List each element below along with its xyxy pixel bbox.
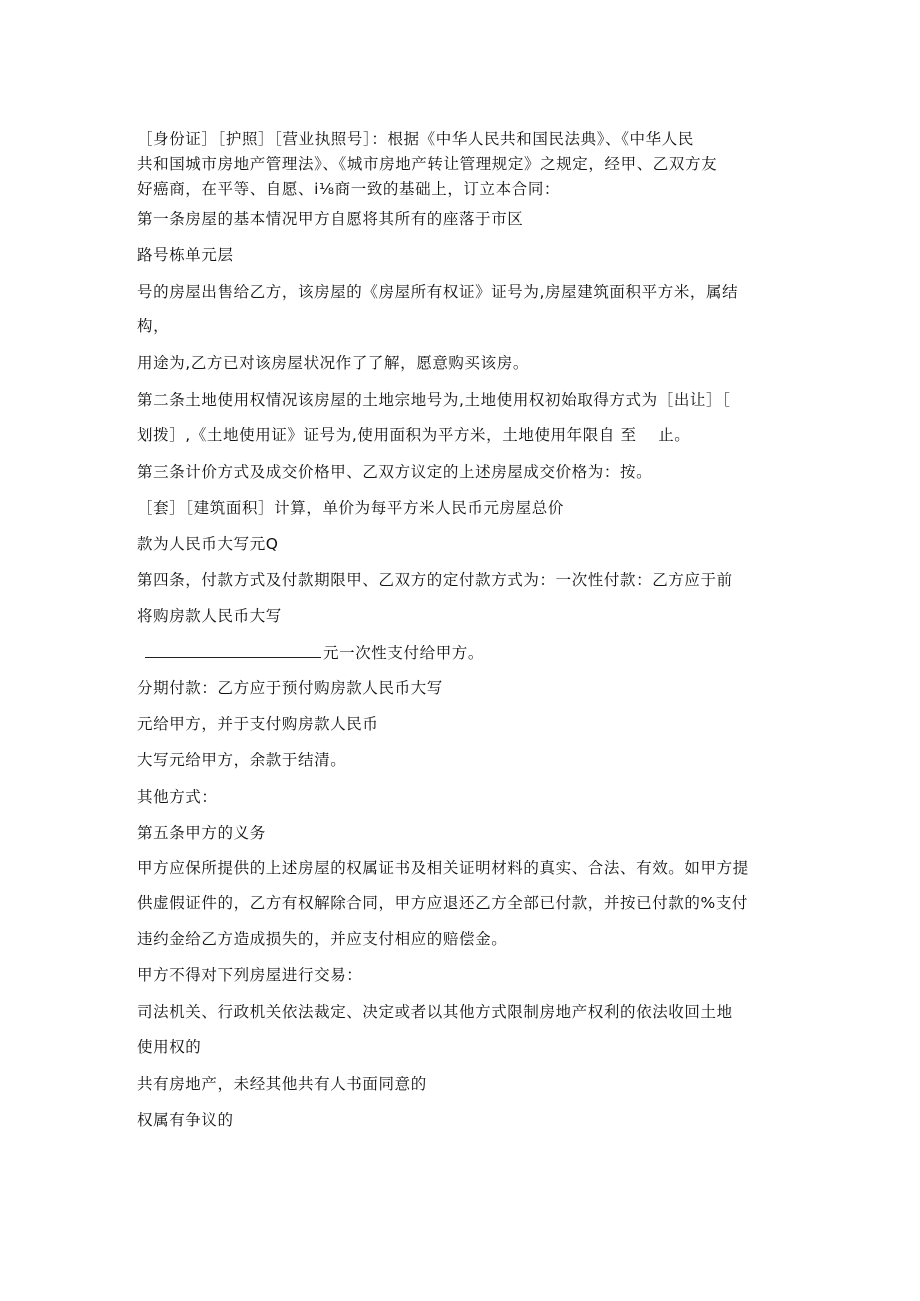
text-line: 好癌商，在平等、自愿、i⅛商一致的基础上，订立本合同： bbox=[137, 180, 561, 198]
text-line: 分期付款：乙方应于预付购房款人民币大写 bbox=[137, 679, 443, 697]
fill-blank-line bbox=[145, 641, 484, 664]
text-line: 路号栋单元层 bbox=[137, 246, 234, 264]
text-line: 第五条甲方的义务 bbox=[137, 824, 266, 842]
text-line: 甲方不得对下列房屋进行交易： bbox=[137, 966, 363, 984]
text-line: 第二条土地使用权情况该房屋的土地宗地号为,土地使用权初始取得方式为［出让］［ bbox=[137, 391, 731, 409]
text-line: 第一条房屋的基本情况甲方自愿将其所有的座落于市区 bbox=[137, 210, 524, 228]
text-line: 第三条计价方式及成交价格甲、乙双方议定的上述房屋成交价格为：按。 bbox=[137, 463, 653, 481]
text-line: 供虚假证件的，乙方有权解除合同，甲方应退还乙方全部已付款，并按已付款的%支付 bbox=[137, 894, 749, 912]
blank-underline bbox=[145, 641, 321, 658]
text-line: 将购房款人民币大写 bbox=[137, 607, 282, 625]
text-line: 司法机关、行政机关依法裁定、决定或者以其他方式限制房地产权利的依法收回土地 bbox=[137, 1003, 733, 1021]
text-line: 元给甲方，并于支付购房款人民币 bbox=[137, 715, 379, 733]
text-line: 违约金给乙方造成损失的，并应支付相应的赔偿金。 bbox=[137, 930, 508, 948]
text-line: 用途为,乙方已对该房屋状况作了了解，愿意购买该房。 bbox=[137, 354, 529, 372]
text-line: 大写元给甲方，余款于结清。 bbox=[137, 751, 347, 769]
text-line: 构， bbox=[137, 317, 170, 335]
text-line: 权属有争议的 bbox=[137, 1111, 234, 1129]
text-line: 其他方式： bbox=[137, 788, 218, 806]
text-line: 甲方应保所提供的上述房屋的权属证书及相关证明材料的真实、合法、有效。如甲方提 bbox=[137, 859, 749, 877]
text-line: 款为人民币大写元Q bbox=[137, 535, 279, 553]
text-line: 使用权的 bbox=[137, 1038, 202, 1056]
text-line: ［身份证］［护照］［营业执照号］：根据《中华人民共和国民法典》、《中华人民 bbox=[137, 130, 694, 148]
text-line: ［套］［建筑面积］计算，单价为每平方米人民币元房屋总价 bbox=[137, 499, 564, 517]
text-line: 共和国城市房地产管理法》、《城市房地产转让管理规定》之规定，经甲、乙双方友 bbox=[137, 155, 718, 173]
text-line: 元一次性支付给甲方。 bbox=[323, 644, 485, 662]
text-line: 共有房地产，未经其他共有人书面同意的 bbox=[137, 1075, 427, 1093]
text-line: 第四条，付款方式及付款期限甲、乙双方的定付款方式为：一次性付款：乙方应于前 bbox=[137, 571, 733, 589]
text-line: 号的房屋出售给乙方，该房屋的《房屋所有权证》证号为,房屋建筑面积平方米，属结 bbox=[137, 283, 739, 301]
text-line: 划拨］,《土地使用证》证号为,使用面积为平方米，土地使用年限自 至 止。 bbox=[137, 426, 691, 444]
